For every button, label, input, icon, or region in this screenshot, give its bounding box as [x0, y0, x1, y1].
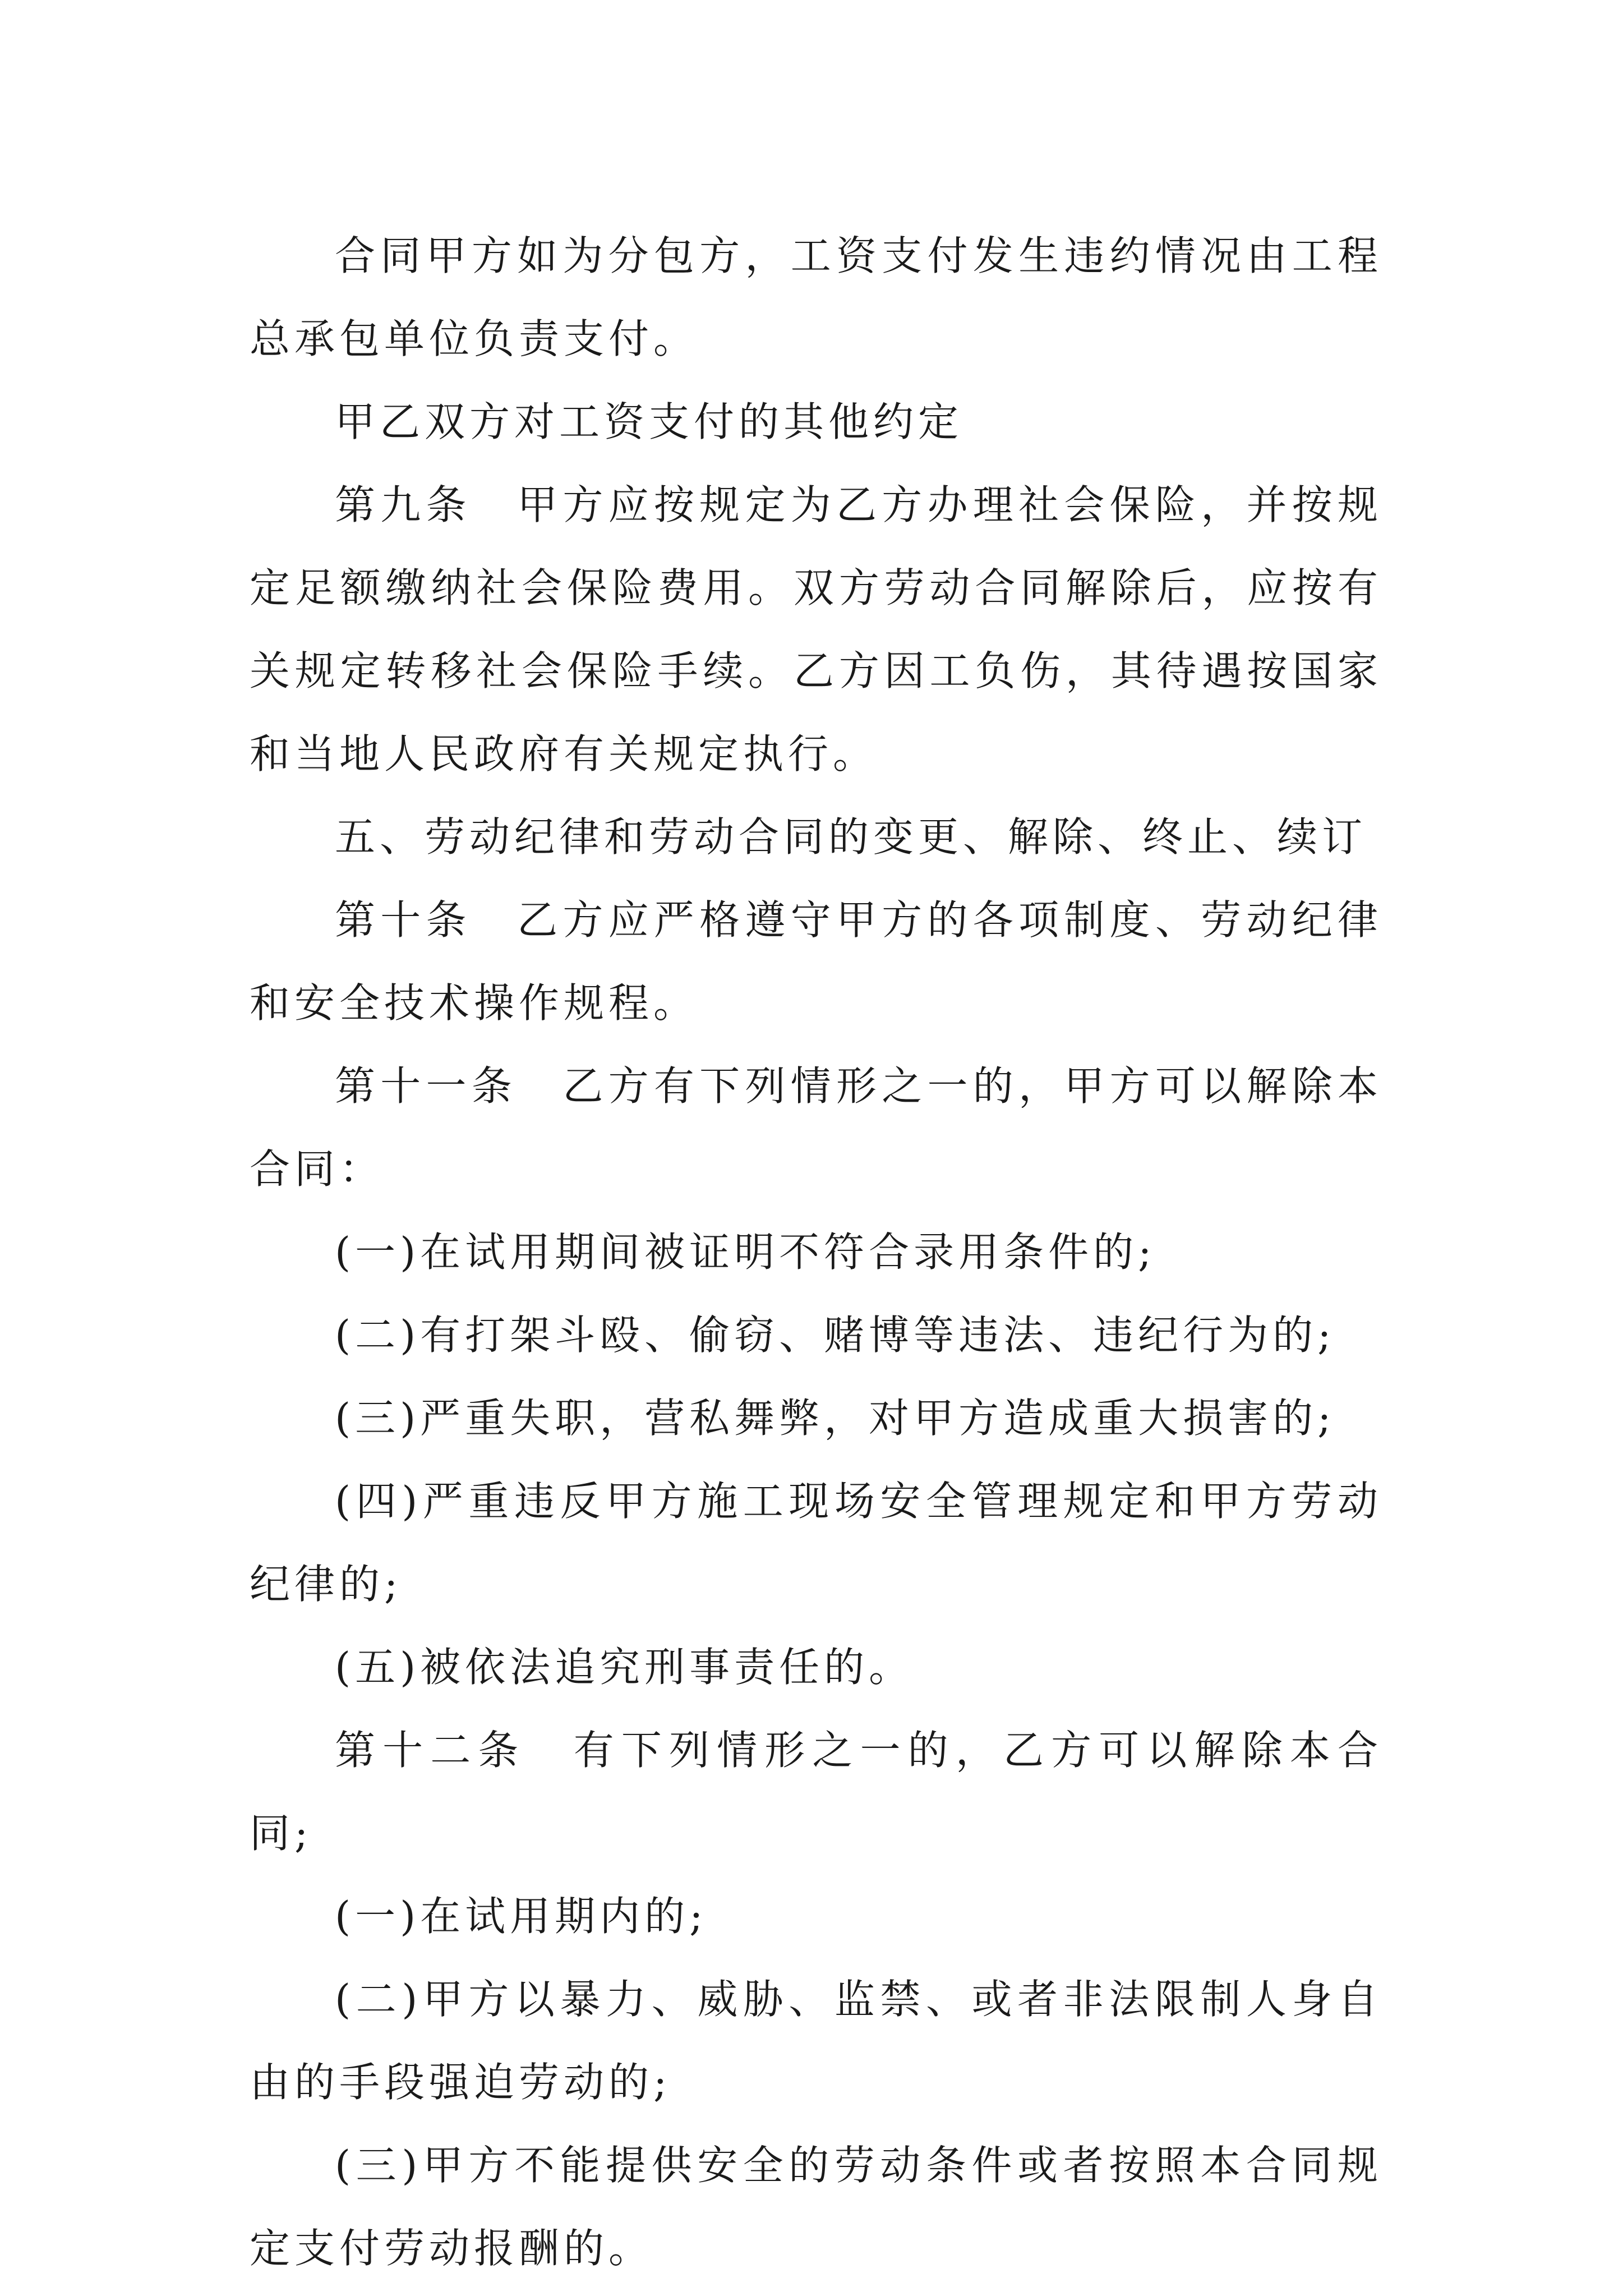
list-item-11-2: (二)有打架斗殴、偷窃、赌博等违法、违纪行为的;: [335, 1312, 1336, 1359]
list-item-11-3: (三)严重失职，营私舞弊，对甲方造成重大损害的;: [335, 1395, 1336, 1442]
list-item-11-5: (五)被依法追究刑事责任的。: [335, 1644, 914, 1691]
paragraph-other-wage-agreement: 甲乙双方对工资支付的其他约定: [335, 398, 963, 445]
contract-body: [250, 214, 1382, 2290]
list-item-11-4: (四)严重违反甲方施工现场安全管理规定和甲方劳动纪律的;: [250, 1478, 1382, 1608]
section-heading-5: 五、劳动纪律和劳动合同的变更、解除、终止、续订: [335, 813, 1367, 861]
paragraph-article-11: 第十一条 乙方有下列情形之一的，甲方可以解除本合同：: [250, 1062, 1382, 1193]
paragraph-subcontract-payment: 合同甲方如为分包方，工资支付发生违约情况由工程总承包单位负责支付。: [250, 232, 1382, 362]
list-item-12-2: (二)甲方以暴力、威胁、监禁、或者非法限制人身自由的手段强迫劳动的;: [250, 1976, 1382, 2106]
list-item-11-1: (一)在试用期间被证明不符合录用条件的;: [335, 1228, 1156, 1276]
list-item-12-1: (一)在试用期内的;: [335, 1893, 708, 1940]
paragraph-article-10: 第十条 乙方应严格遵守甲方的各项制度、劳动纪律和安全技术操作规程。: [250, 896, 1382, 1027]
paragraph-article-9: 第九条 甲方应按规定为乙方办理社会保险，并按规定足额缴纳社会保险费用。双方劳动合同解除后，应按有关规定转移社会保险手续。乙方因工负伤，其待遇按国家和当地人民政府有关规定执行。: [250, 481, 1382, 777]
list-item-12-3: (三)甲方不能提供安全的劳动条件或者按照本合同规定支付劳动报酬的。: [250, 2142, 1382, 2272]
paragraph-article-12: 第十二条 有下列情形之一的，乙方可以解除本合同;: [250, 1727, 1382, 1857]
